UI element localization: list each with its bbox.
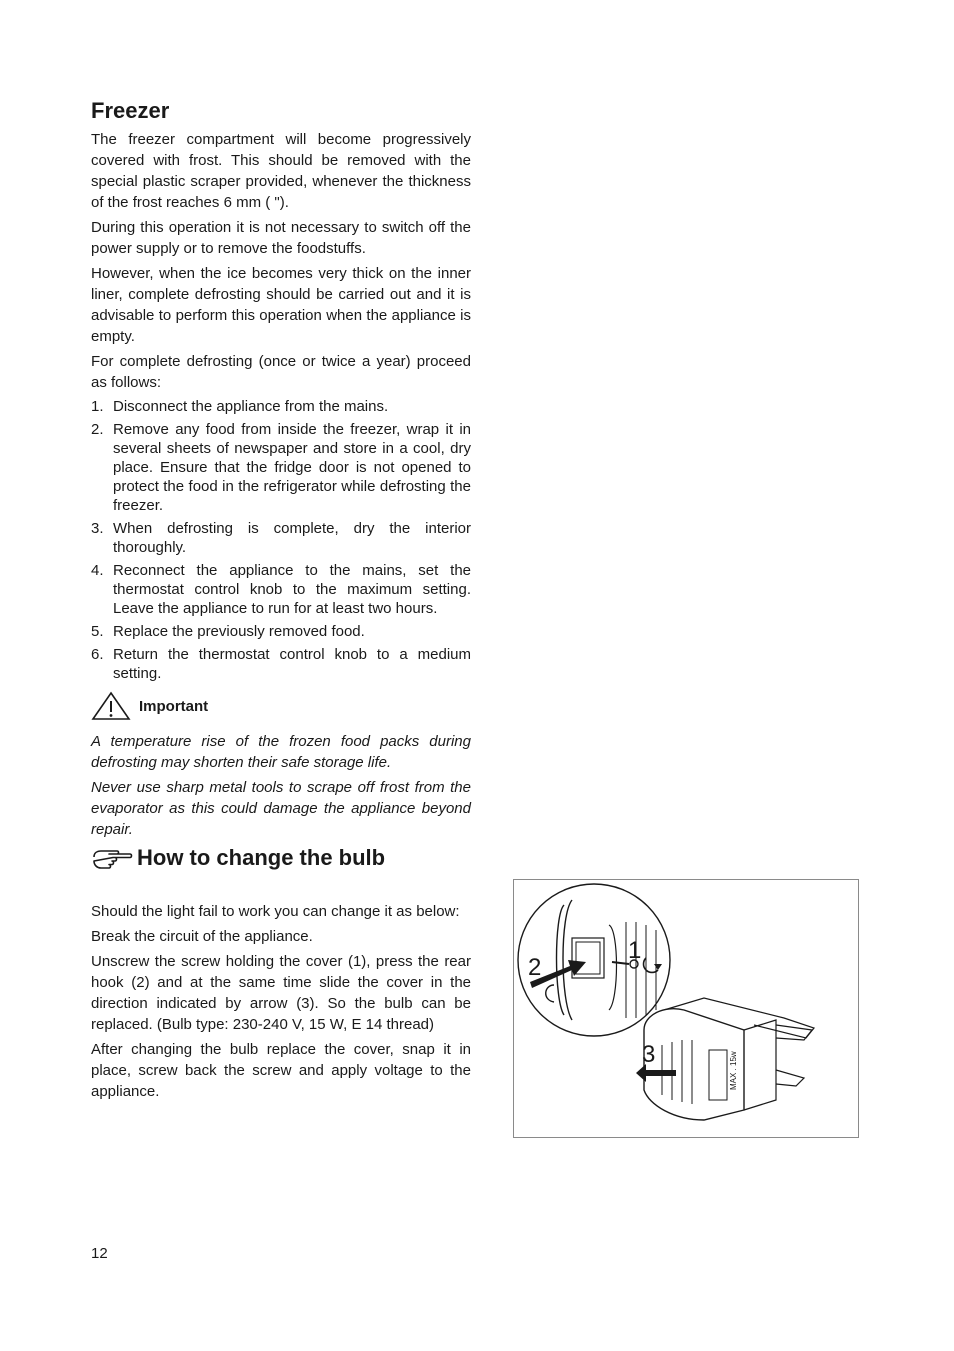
important-notice: [91, 691, 471, 721]
list-item: 4. Reconnect the appliance to the mains, set the thermostat control knob to the maximum setting. Leave the appliance to run for at least two hours.: [91, 562, 471, 617]
bulb-paragraph: Should the light fail to work you can change it as below:: [91, 903, 460, 920]
bulb-heading: How to change the bulb: [137, 845, 386, 870]
list-item: 3. When defrosting is complete, dry the interior thoroughly.: [91, 520, 471, 556]
bulb-paragraph: Unscrew the screw holding the cover (1), press the rear hook (2) and at the same time slide the cover in the direction indicated by arrow (3). So the bulb can be replaced. (Bulb type: 230-240 V, 15 W, E 14 thread): [91, 953, 471, 1033]
bulb-change-illustration: [513, 879, 859, 1138]
warning-text: Never use sharp metal tools to scrape off frost from the evaporator as this could damage the appliance beyond repair.: [91, 779, 471, 838]
list-item: 1. Disconnect the appliance from the mains.: [91, 398, 389, 415]
freezer-section: [91, 129, 471, 844]
bulb-paragraph: Break the circuit of the appliance.: [91, 928, 313, 945]
important-label: Important: [139, 697, 209, 715]
bulb-paragraph: After changing the bulb replace the cover, snap it in place, screw back the screw and apply voltage to the appliance.: [91, 1041, 471, 1100]
bulb-section: [91, 901, 471, 1106]
defrost-steps-list: [91, 397, 471, 683]
freezer-heading: Freezer: [91, 98, 170, 123]
max-wattage-label: MAX . 15w: [729, 1051, 738, 1090]
figure-label-2: 2: [528, 954, 542, 981]
warning-triangle-icon: [91, 691, 131, 721]
list-item: 5. Replace the previously removed food.: [91, 623, 365, 640]
freezer-paragraph: During this operation it is not necessary to switch off the power supply or to remove the foodstuffs.: [91, 219, 471, 257]
lamp-cover-drawing: [514, 880, 858, 1137]
freezer-paragraph: For complete defrosting (once or twice a year) proceed as follows:: [91, 353, 471, 391]
list-item: 6. Return the thermostat control knob to a medium setting.: [91, 646, 471, 682]
freezer-paragraph: However, when the ice becomes very thick on the inner liner, complete defrosting should be carried out and it is advisable to perform this operation when the appliance is empty.: [91, 265, 471, 345]
figure-label-1: 1: [628, 937, 642, 964]
list-item: 2. Remove any food from inside the freezer, wrap it in several sheets of newspaper and store in a cool, dry place. Ensure that the fridge door is not opened to protect the food in the refrigerator while defrosting the freezer.: [91, 421, 471, 514]
freezer-paragraph: The freezer compartment will become progressively covered with frost. This should be removed with the special plastic scraper provided, whenever the thickness of the frost reaches 6 mm ( ").: [91, 131, 471, 211]
page-number: 12: [91, 1245, 108, 1262]
figure-label-3: 3: [642, 1041, 656, 1068]
pointing-hand-icon: [91, 845, 133, 871]
warning-text: A temperature rise of the frozen food packs during defrosting may shorten their safe storage life.: [91, 733, 471, 771]
bulb-heading-row: [91, 845, 385, 871]
